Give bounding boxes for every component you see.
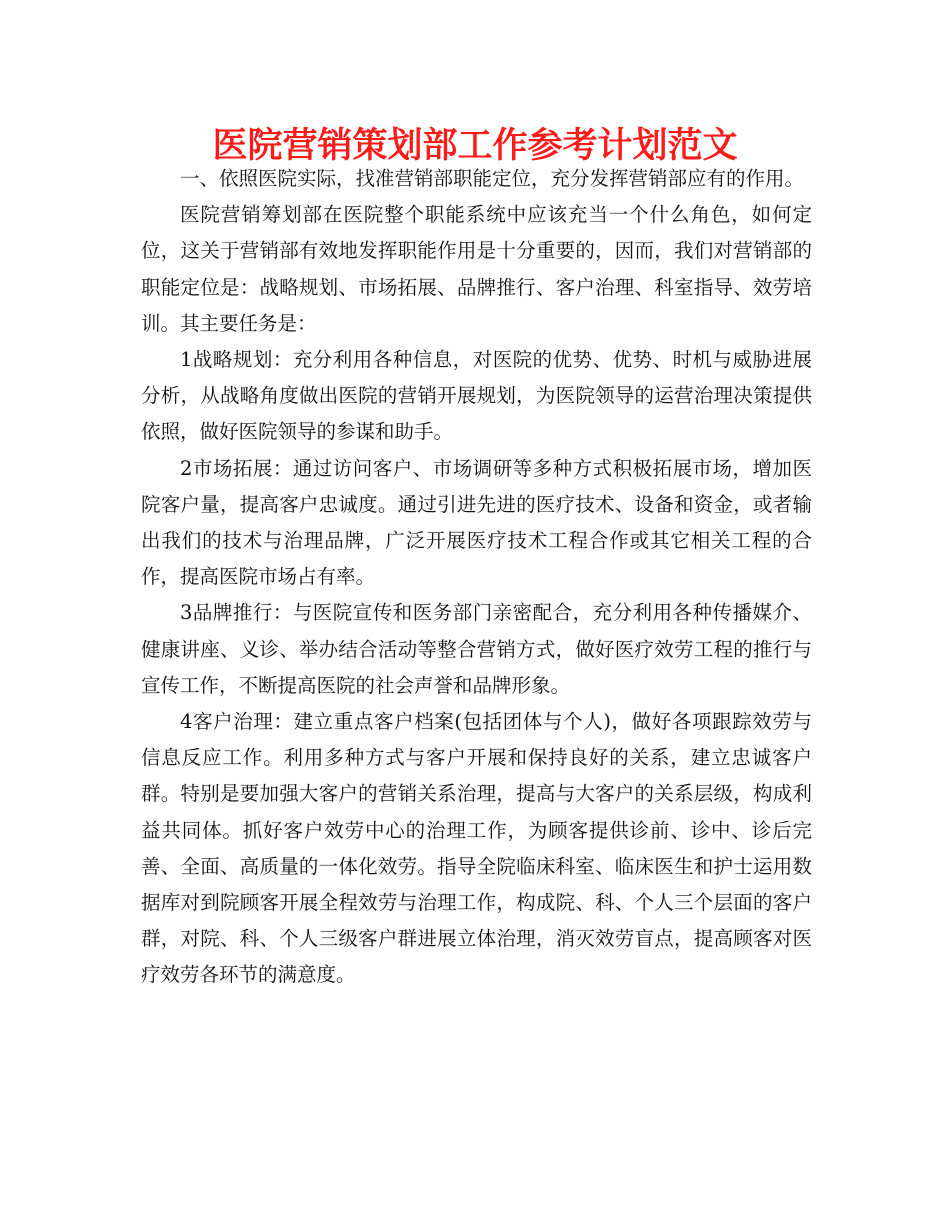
paragraph-6: 4客户治理：建立重点客户档案(包括团体与个人)，做好各项跟踪效劳与信息反应工作。利用多种方式与客户开展和保持良好的关系，建立忠诚客户群。特别是要加强大客户的营销关系治理，提高与大客户的关系层级，构成利益共同体。抓好客户效劳中心的治理工作，为顾客提供诊前、诊中、诊后完善、全面、高质量的一体化效劳。指导全院临床科室、临床医生和护士运用数据库对到院顾客开展全程效劳与治理工作，构成院、科、个人三个层面的客户群，对院、科、个人三级客户群进展立体治理，消灭效劳盲点，提高顾客对医疗效劳各环节的满意度。 — [141, 710, 812, 987]
paragraph-5: 3品牌推行：与医院宣传和医务部门亲密配合，充分利用各种传播媒介、健康讲座、义诊、举办结合活动等整合营销方式，做好医疗效劳工程的推行与宣传工作，不断提高医院的社会声誉和品牌形象。 — [141, 601, 812, 697]
document-title: 医院营销策划部工作参考计划范文 — [212, 126, 738, 166]
document-body — [141, 161, 812, 994]
paragraph-2: 医院营销筹划部在医院整个职能系统中应该充当一个什么角色，如何定位，这关于营销部有效地发挥职能作用是十分重要的，因而，我们对营销部的职能定位是：战略规划、市场拓展、品牌推行、客户治理、科室指导、效劳培训。其主要任务是： — [141, 203, 812, 335]
paragraph-3: 1战略规划：充分利用各种信息，对医院的优势、优势、时机与威胁进展分析，从战略角度做出医院的营销开展规划，为医院领导的运营治理决策提供依照，做好医院领导的参谋和助手。 — [141, 348, 812, 444]
paragraph-4: 2市场拓展：通过访问客户、市场调研等多种方式积极拓展市场，增加医院客户量，提高客户忠诚度。通过引进先进的医疗技术、设备和资金，或者输出我们的技术与治理品牌，广泛开展医疗技术工程合作或其它相关工程的合作，提高医院市场占有率。 — [141, 456, 812, 589]
paragraph-1: 一、依照医院实际，找准营销部职能定位，充分发挥营销部应有的作用。 — [180, 167, 805, 190]
